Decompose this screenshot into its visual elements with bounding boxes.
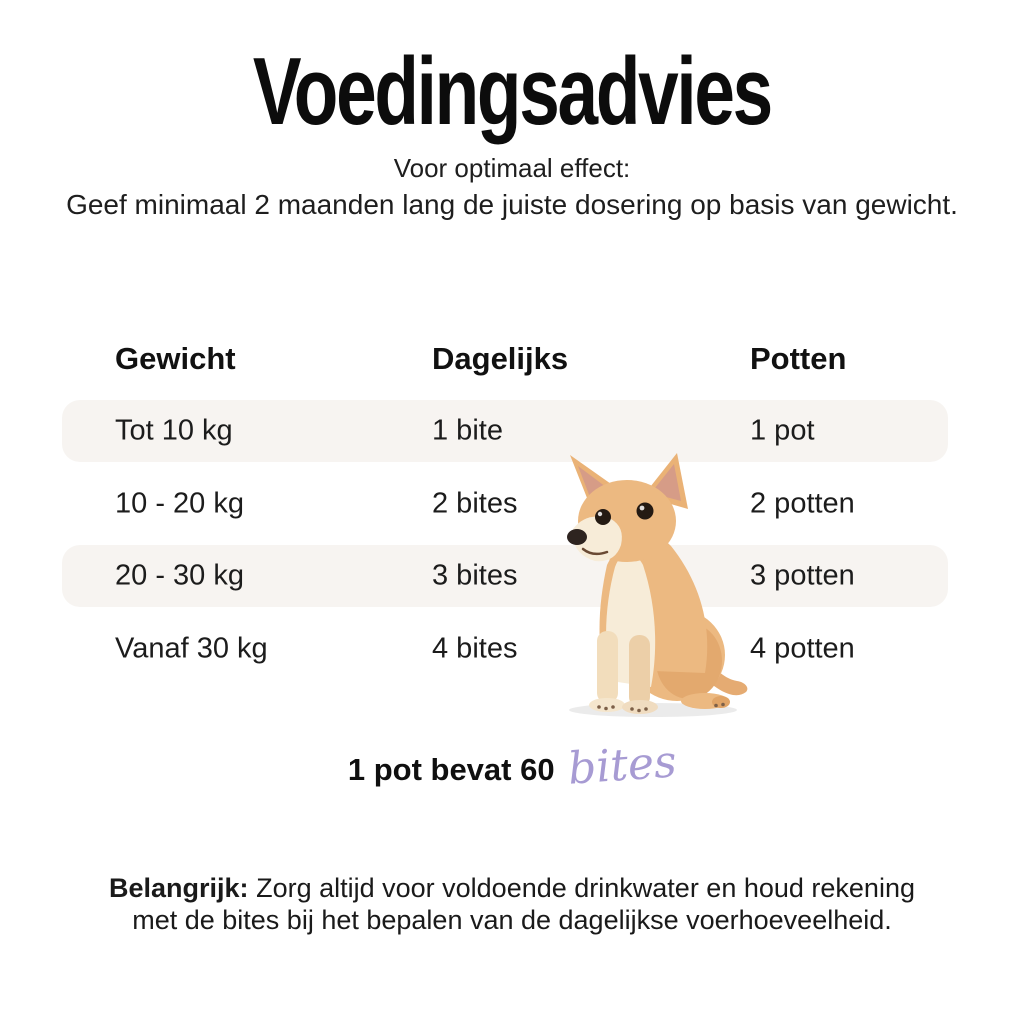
cell-dagelijks: 3 bites (432, 559, 518, 592)
cell-gewicht: 20 - 30 kg (115, 559, 244, 592)
cell-potten: 1 pot (750, 414, 815, 447)
subtitle-line-2: Geef minimaal 2 maanden lang de juiste dosering op basis van gewicht. (66, 189, 958, 220)
cell-dagelijks: 4 bites (432, 632, 518, 665)
cell-dagelijks: 2 bites (432, 487, 518, 520)
table-row (62, 400, 948, 462)
cell-gewicht: Tot 10 kg (115, 414, 233, 447)
footer-line-1 (0, 872, 1024, 904)
column-header-gewicht: Gewicht (115, 341, 236, 376)
page-title-text: Voedingsadvies (252, 38, 772, 145)
cell-potten: 2 potten (750, 487, 855, 520)
footer-line-2: met de bites bij het bepalen van de dagelijkse voerhoeveelheid. (132, 905, 892, 935)
cell-gewicht: 10 - 20 kg (115, 487, 244, 520)
cell-potten: 3 potten (750, 559, 855, 592)
dog-nose (567, 529, 587, 545)
page-title (0, 38, 1024, 145)
column-header-potten: Potten (750, 341, 847, 376)
chihuahua-illustration (553, 449, 755, 719)
cell-dagelijks: 1 bite (432, 414, 503, 447)
pot-note (0, 736, 1024, 795)
footer-label: Belangrijk: (109, 873, 249, 903)
footer-line-1-text: Zorg altijd voor voldoende drinkwater en houd rekening (256, 873, 915, 903)
chihuahua-photo (553, 449, 755, 719)
table-row (62, 618, 948, 680)
table-row (62, 545, 948, 607)
cell-potten: 4 potten (750, 632, 855, 665)
cell-gewicht: Vanaf 30 kg (115, 632, 268, 665)
dog-eye-right (637, 503, 654, 520)
footer-note (0, 872, 1024, 936)
pot-note-bites-script: bites (565, 736, 678, 795)
subtitle-line-1: Voor optimaal effect: (393, 153, 631, 183)
dog-head (567, 480, 676, 562)
pot-note-text: 1 pot bevat 60 (347, 752, 555, 787)
dog-eye-left (595, 509, 611, 525)
column-header-dagelijks: Dagelijks (432, 341, 569, 376)
table-row (62, 473, 948, 535)
